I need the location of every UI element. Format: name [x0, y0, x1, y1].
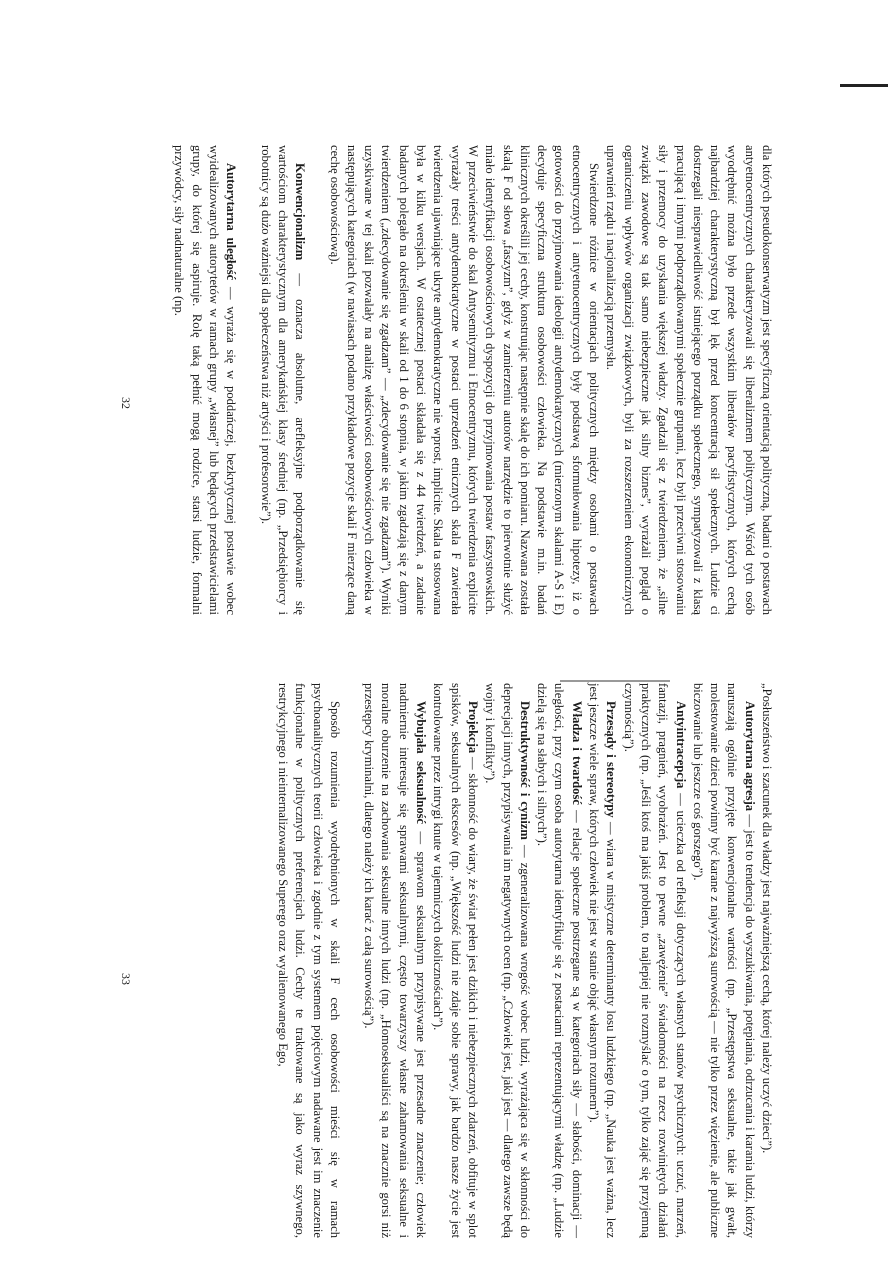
paragraph: Stwierdzone różnice w orientacjach politycznych między osobami o postawach etnocentrycznych i antyetnocentrycznych były podstawą sformułowania hipotezy, iż o gotowości do przyjmowania ideologii antydemokratycznych (mierzonym skalami A-S i E) decyduje specyficzna struktura osobowości człowieka. Na podstawie m.in. badań klinicznych określili jej cechy, konstruując następnie skalę do ich pomiaru. Nazwana została skalą F od słowa „faszyzm”, gdyż w zamierzeniu autorów narzędzie to pierwotnie służyć miało identyfikacji osobowościowych dyspozycji do przyjmowania postaw faszystowskich. W przeciwieństwie do skal Antysemityzmu i Etnocentryzmu, których twierdzenia explicite wyrażały treści antydemokratyczne w postaci uprzedzeń etnicznych skala F zawierała twierdzenia ujawniające ukryte antydemokratyczne nie wprost, implicite. Skala ta stosowana była w kilku wersjach. W ostatecznej postaci składała się z 44 twierdzeń, a zadanie badanych polegało na określeniu w skali od 1 do 6 stopnia, w jakim zgadzają się z danym twierdzeniem („zdecydowanie się zgadzam” — „zdecydowanie się nie zgadzam”). Wyniki uzyskiwane w tej skali pozwalały na analizę właściwości osobowościowych człowieka w następujących kategoriach (w nawiasach podano przykładowe pozycje skali F mierzące daną cechę osobowościową). — [327, 145, 602, 615]
definition-paragraph — [360, 683, 429, 1238]
definition-term: Autorytarna agresja — [742, 701, 757, 812]
definition-term: Konwencjonalizm — [293, 163, 308, 261]
definition-text: — jest to tendencja do wyszukiwania, potępiania, odrzucania i karania ludzi, którzy naruszają ogólnie przyjęte konwencjonalne wartości (np. „Przestępstwa seksualne, takie jak gwałt, molestowanie dzieci powinny być karane z najwyższą surowością — nie tylko przez więzienie, ale publiczne biczowanie lub jeszcze coś gorszego”). — [690, 683, 757, 1238]
definition-paragraph — [585, 683, 620, 1238]
definition-paragraph — [689, 683, 758, 1238]
definition-paragraph — [619, 683, 688, 1238]
page-33 — [0, 655, 893, 1255]
definition-text: — oznacza absolutne, arefleksyjne podporządkowanie się wartościom charakterystycznym dla amerykańskiej klasy średniej (np. „Przedsiębiorcy i robotnicy są dużo ważniejsi dla społeczeństwa niż artyści i profesorowie”). — [258, 145, 308, 615]
definition-text: — wyraża się w poddańczej, bezkrytycznej postawie wobec wyidealizowanych autorytetów w ramach grupy „własnej” lub będących przedstawicielami grupy, do której się aspiruje. Rolę taką pełnić mogą rodzice, starsi ludzie, formalni przywódcy, siły nadnaturalne (np. — [172, 145, 239, 615]
page-32 — [0, 25, 893, 625]
paragraph: Sposób rozumienia wyodrębnionych w skali F cech osobowości mieści się w ramach psychoanalitycznych teorii człowieka i zgodnie z tym systemem pojęciowym nadawane jest im znaczenie funkcjonalne w politycznych preferencjach ludzi. Cechy te traktowane są jako wyraz szywnego, restrykcyjnego i nieinternalizowanego Superego oraz wyalienowanego Ego, — [275, 683, 342, 1238]
definition-term: Destruktywność i cynizm — [517, 701, 532, 840]
definition-paragraph — [170, 145, 239, 615]
definition-paragraph — [481, 683, 533, 1238]
definition-paragraph — [256, 145, 308, 615]
definition-paragraph — [429, 683, 481, 1238]
paragraph: dla których pseudokonserwatyzm jest specyficzną orientacją polityczną, badani o postawach antyetnocentrycznych charakteryzowali się liberalizmem politycznym. Wśród tych osób wyodrębnić można było przede wszystkim liberałów pacyfistycznych, których cechą najbardziej charakterystyczną był lęk przed koncentracją sił społecznych. Ludzie ci dostrzegali niesprawiedliwość istniejącego porządku społecznego, sympatyzowali z klasą pracującą i innymi podporządkowanymi społecznie grupami, lecz byli przeciwni stosowaniu siły i przemocy do uzyskania większej władzy. Zgadzali się z twierdzeniem, że „silne związki zawodowe są tak samo niebezpieczne jak silny biznes”, wyrażali pogląd o ograniczeniu wpływów organizacji związkowych, byli za rozszerzeniem ekonomicznych uprawnień rządu i nacjonalizacją przemysłu. — [604, 145, 774, 615]
definition-text: — ucieczka od refleksji dotyczących własnych stanów psychicznych: uczuć, marzeń, fantazji, pragnień, wyobrażeń. Jest to pewne „zawężenie” świadomości na rzecz rozwiniętych działań praktycznych (np. „Jeśli ktoś ma jakiś problem, to najlepiej nie rozmyślać o tym, tylko zająć się przyjemną czynnością”). — [621, 683, 688, 1238]
page-32-text — [170, 145, 775, 615]
definition-term: Projekcja — [465, 701, 480, 754]
definition-paragraph — [533, 683, 585, 1238]
definition-term: Autorytarna uległość — [224, 163, 239, 281]
definition-term: Władza i twardość — [569, 701, 584, 805]
paragraph: „Posłuszeństwo i szacunek dla władzy jest najważniejszą cechą, której należy uczyć dzieci”). — [760, 683, 774, 1154]
definition-term: Antyintracepcja — [673, 701, 688, 789]
definition-term: Wybujała seksualność — [414, 701, 429, 825]
page-number: 32 — [119, 397, 133, 409]
page-33-text — [274, 683, 775, 1238]
definition-text: — zgeneralizowana wrogość wobec ludzi, wyrażająca się w skłonności do deprecjacji innych, przypisywania im negatywnych ocen (np. „Człowiek jest, jaki jest — dlatego zawsze będą wojny i konflikty”). — [483, 683, 532, 1238]
definition-text: — skłonność do wiary, że świat pełen jest dzikich i niebezpiecznych zdarzeń, obfituje w splot spisków, seksualnych ekscesów (np. „Większość ludzi nie zdaje sobie sprawy, jak bardzo nasze życie jest kontrolowane przez intrygi knute w tajemniczych okolicznościach”). — [431, 683, 480, 1238]
definition-text: — wiara w mistyczne determinanty losu ludzkiego (np. „Nauka jest ważna, lecz jest jeszcze wiele spraw, których człowiek nie jest w stanie objąć własnym rozumem”). — [587, 683, 619, 1239]
definition-text: — sprawom seksualnym przypisywane jest przesadne znaczenie; człowiek nadmiernie interesuje się sprawami seksualnymi, często towarzyszy własne zahamowania seksualne i moralne oburzenie na zachowania seksualne innych ludzi (np. „Homoseksualiści są na znacznie gorsi niż przestępcy kryminalni, dlatego należy ich karać z całą surowością”). — [362, 683, 429, 1238]
definition-term: Przesądy i stereotypy — [604, 701, 619, 818]
definition-text: — relacje społeczne postrzegane są w kategoriach siły — słabości, dominacji — uległości, przy czym osoba autorytarna identyfikuje się z postaciami reprezentującymi władzę (np. „Ludzie dzielą się na słabych i silnych”). — [535, 683, 584, 1238]
page-number: 33 — [119, 973, 133, 985]
